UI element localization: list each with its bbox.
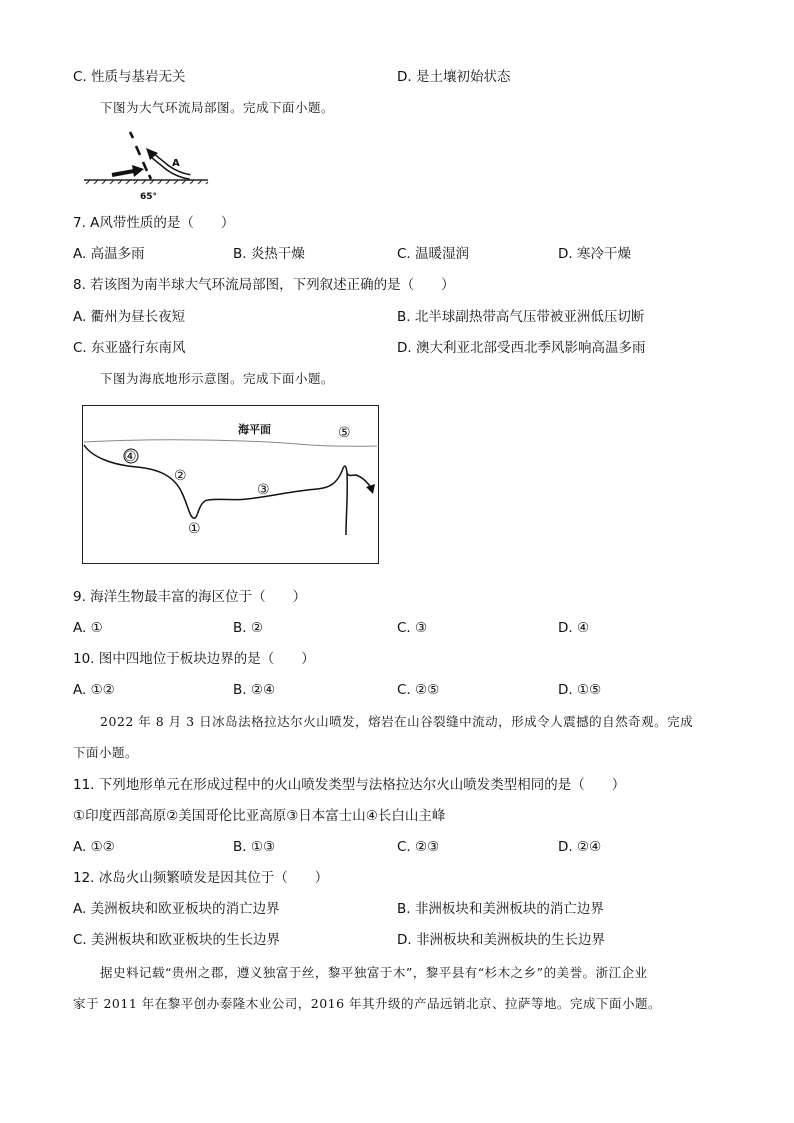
q9-option-d: D. ④ [558, 620, 590, 636]
intro-circulation: 下图为大气环流局部图。完成下面小题。 [100, 100, 335, 115]
q9-option-c: C. ③ [397, 620, 428, 636]
sea-level-label: 海平面 [238, 423, 271, 436]
seafloor-figure [82, 405, 379, 564]
q11-stem: 11. 下列地形单元在形成过程中的火山喷发类型与法格拉达尔火山喷发类型相同的是（ ） [73, 777, 626, 793]
angle-label: 65° [140, 192, 158, 202]
q11-option-a: A. ①② [73, 839, 115, 855]
q10-option-a: A. ①② [73, 682, 115, 698]
q8-option-d: D. 澳大利亚北部受西北季风影响高温多雨 [397, 340, 646, 356]
q11-option-b: B. ①③ [233, 839, 276, 855]
q10-stem: 10. 图中四地位于板块边界的是（ ） [73, 651, 315, 667]
q6-option-c: C. 性质与基岩无关 [73, 69, 186, 85]
intro-liping-line2: 家于 2011 年在黎平创办泰隆木业公司，2016 年其升级的产品远销北京、拉萨等地。完成下面小题。 [73, 996, 662, 1011]
marker-3 [257, 482, 270, 498]
q8-option-b: B. 北半球副热带高气压带被亚洲低压切断 [397, 309, 645, 325]
intro-seafloor: 下图为海底地形示意图。完成下面小题。 [100, 371, 335, 386]
q12-option-d: D. 非洲板块和美洲板块的生长边界 [397, 932, 605, 948]
q6-option-d: D. 是土壤初始状态 [397, 69, 511, 85]
marker-5-label: ⑤ [338, 425, 351, 441]
q7-option-a: A. 高温多雨 [73, 246, 145, 262]
q7-stem: 7. A风带性质的是（ ） [73, 215, 235, 231]
marker-1 [188, 521, 201, 537]
q7-option-c: C. 温暖湿润 [397, 246, 470, 262]
q11-option-d: D. ②④ [558, 839, 602, 855]
q12-option-b: B. 非洲板块和美洲板块的消亡边界 [397, 901, 604, 917]
q7-option-d: D. 寒冷干燥 [558, 246, 631, 262]
marker-3-label: ③ [257, 482, 270, 498]
marker-4 [124, 449, 138, 465]
intro-liping-line1: 据史料记载“贵州之郡，遵义独富于丝，黎平独富于木”，黎平县有“杉木之乡”的美誉。浙江企业 [100, 965, 648, 980]
surface-wind-arrow [112, 165, 144, 177]
q9-stem: 9. 海洋生物最丰富的海区位于（ ） [73, 589, 307, 605]
marker-2-label: ② [174, 468, 187, 484]
q8-stem: 8. 若该图为南半球大气环流局部图，下列叙述正确的是（ ） [73, 277, 455, 293]
q12-stem: 12. 冰岛火山频繁喷发是因其位于（ ） [73, 870, 329, 886]
q11-option-c: C. ②③ [397, 839, 440, 855]
wind-a-arrow [146, 148, 190, 177]
marker-1-label: ① [188, 521, 201, 537]
q9-option-b: B. ② [233, 620, 263, 636]
figure-frame [83, 406, 379, 564]
q8-option-a: A. 衢州为昼长夜短 [73, 309, 186, 325]
q8-option-c: C. 东亚盛行东南风 [73, 340, 186, 356]
q12-option-c: C. 美洲板块和欧亚板块的生长边界 [73, 932, 281, 948]
intro-iceland-line1: 2022 年 8 月 3 日冰岛法格拉达尔火山喷发，熔岩在山谷裂缝中流动，形成令人震撼的自然奇观。完成 [100, 714, 694, 729]
marker-2 [174, 468, 187, 484]
circulation-figure [82, 128, 212, 206]
q10-option-c: C. ②⑤ [397, 682, 440, 698]
wind-a-label: A [172, 158, 180, 169]
q7-option-b: B. 炎热干燥 [233, 246, 305, 262]
q12-option-a: A. 美洲板块和欧亚板块的消亡边界 [73, 901, 280, 917]
ground-surface [84, 180, 208, 184]
marker-5 [338, 425, 351, 441]
q9-option-a: A. ① [73, 620, 103, 636]
q11-items: ①印度西部高原②美国哥伦比亚高原③日本富士山④长白山主峰 [73, 808, 446, 824]
marker-4-label: ④ [124, 449, 137, 465]
intro-iceland-line2: 下面小题。 [73, 745, 139, 760]
q10-option-b: B. ②④ [233, 682, 276, 698]
q10-option-d: D. ①⑤ [558, 682, 602, 698]
